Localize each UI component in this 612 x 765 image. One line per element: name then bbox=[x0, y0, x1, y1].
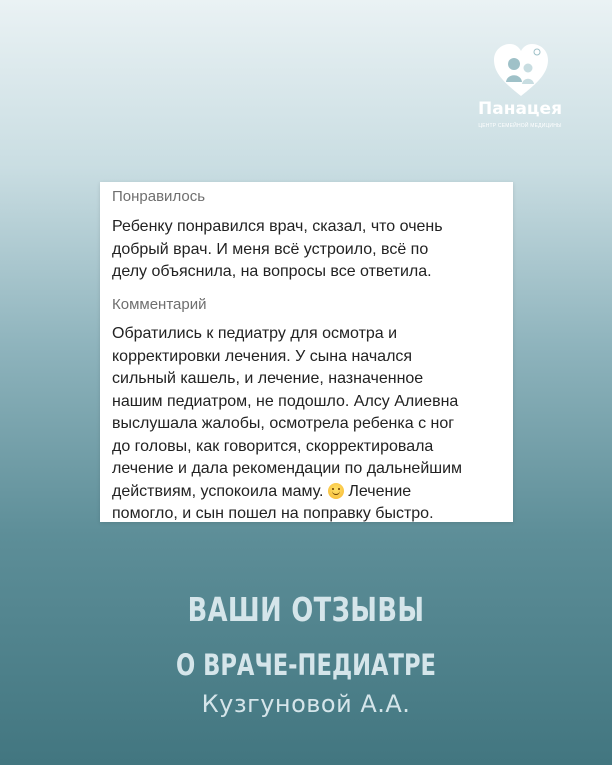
comment-line: действиям, успокоила маму. bbox=[112, 482, 324, 500]
headline-doctor-name: Кузгуновой А.А. bbox=[201, 690, 411, 718]
headline-title: ВАШИ ОТЗЫВЫ bbox=[187, 590, 425, 629]
liked-label: Понравилось bbox=[112, 188, 206, 205]
comment-after-emoji: Лечение bbox=[343, 482, 412, 500]
heart-family-icon bbox=[492, 42, 550, 98]
liked-line: делу объяснила, на вопросы все ответила. bbox=[112, 263, 432, 280]
liked-text bbox=[112, 216, 504, 284]
comment-text bbox=[112, 323, 504, 526]
comment-line: лечение и дала рекомендации по дальнейшим bbox=[112, 460, 463, 477]
headline-subtitle: О ВРАЧЕ-ПЕДИАТРЕ bbox=[176, 648, 436, 682]
liked-line: Ребенку понравился врач, сказал, что очень bbox=[112, 218, 443, 235]
comment-line: сильный кашель, и лечение, назначенное bbox=[112, 370, 424, 387]
comment-line: выслушала жалобы, осмотрела ребенка с ног bbox=[112, 415, 455, 432]
brand-tagline: ЦЕНТР СЕМЕЙНОЙ МЕДИЦИНЫ bbox=[478, 123, 562, 129]
brand-logo bbox=[470, 42, 574, 134]
comment-line: помогло, и сын пошел на поправку быстро. bbox=[112, 505, 434, 522]
comment-line: до головы, как говорится, скорректировала bbox=[112, 437, 434, 455]
liked-line: добрый врач. И меня всё устроило, всё по bbox=[112, 240, 429, 258]
brand-name: Панацея bbox=[478, 99, 562, 119]
smiling-face-icon bbox=[328, 483, 344, 499]
comment-label: Комментарий bbox=[112, 296, 207, 313]
comment-line: корректировки лечения. У сына начался bbox=[112, 347, 413, 365]
review-card bbox=[100, 182, 513, 522]
comment-line: нашим педиатром, не подошло. Алсу Алиевна bbox=[112, 392, 459, 410]
comment-line: Обратились к педиатру для осмотра и bbox=[112, 325, 398, 342]
